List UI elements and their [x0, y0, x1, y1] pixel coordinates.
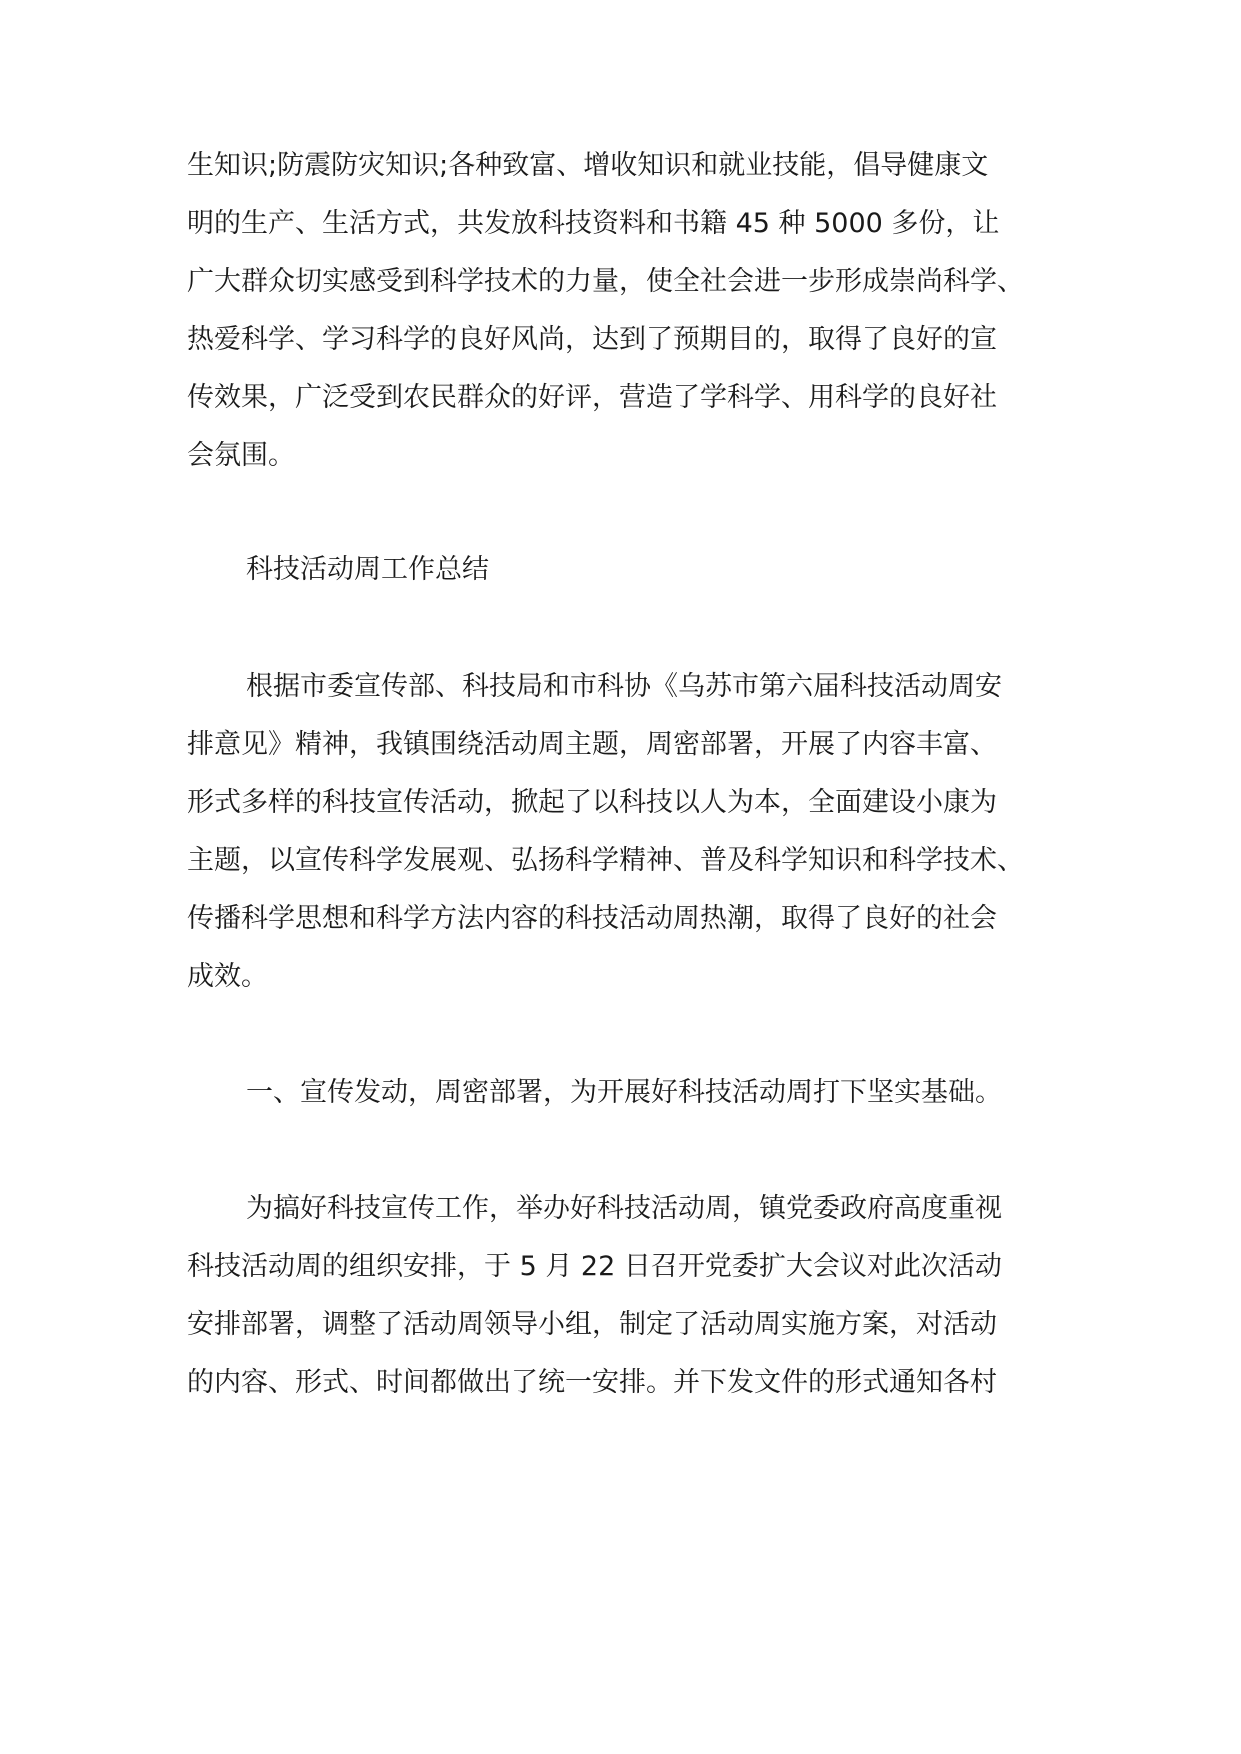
- paragraph-line: 传播科学思想和科学方法内容的科技活动周热潮，取得了良好的社会: [187, 903, 997, 934]
- paragraph-line: 广大群众切实感受到科学技术的力量，使全社会进一步形成崇尚科学、: [187, 266, 1024, 297]
- paragraph-line: 的内容、形式、时间都做出了统一安排。并下发文件的形式通知各村: [187, 1367, 997, 1398]
- paragraph-line: 生知识;防震防灾知识;各种致富、增收知识和就业技能，倡导健康文: [187, 150, 989, 181]
- paragraph-line: 为搞好科技宣传工作，举办好科技活动周，镇党委政府高度重视: [246, 1193, 1002, 1224]
- paragraph-line: 传效果，广泛受到农民群众的好评，营造了学科学、用科学的良好社: [187, 382, 997, 413]
- paragraph-line: 安排部署，调整了活动周领导小组，制定了活动周实施方案，对活动: [187, 1309, 997, 1340]
- paragraph-line: 会氛围。: [187, 440, 295, 471]
- paragraph-line: 科技活动周的组织安排，于 5 月 22 日召开党委扩大会议对此次活动: [187, 1251, 1002, 1282]
- document-title: 科技活动周工作总结: [246, 554, 489, 585]
- paragraph-line: 成效。: [187, 961, 268, 992]
- section-heading: 一、宣传发动，周密部署，为开展好科技活动周打下坚实基础。: [246, 1077, 1002, 1108]
- paragraph-line: 主题，以宣传科学发展观、弘扬科学精神、普及科学知识和科学技术、: [187, 845, 1024, 876]
- paragraph-line: 热爱科学、学习科学的良好风尚，达到了预期目的，取得了良好的宣: [187, 324, 997, 355]
- paragraph-line: 明的生产、生活方式，共发放科技资料和书籍 45 种 5000 多份，让: [187, 208, 1000, 239]
- paragraph-line: 根据市委宣传部、科技局和市科协《乌苏市第六届科技活动周安: [246, 671, 1002, 702]
- paragraph-line: 排意见》精神，我镇围绕活动周主题，周密部署，开展了内容丰富、: [187, 729, 997, 760]
- paragraph-line: 形式多样的科技宣传活动，掀起了以科技以人为本，全面建设小康为: [187, 787, 997, 818]
